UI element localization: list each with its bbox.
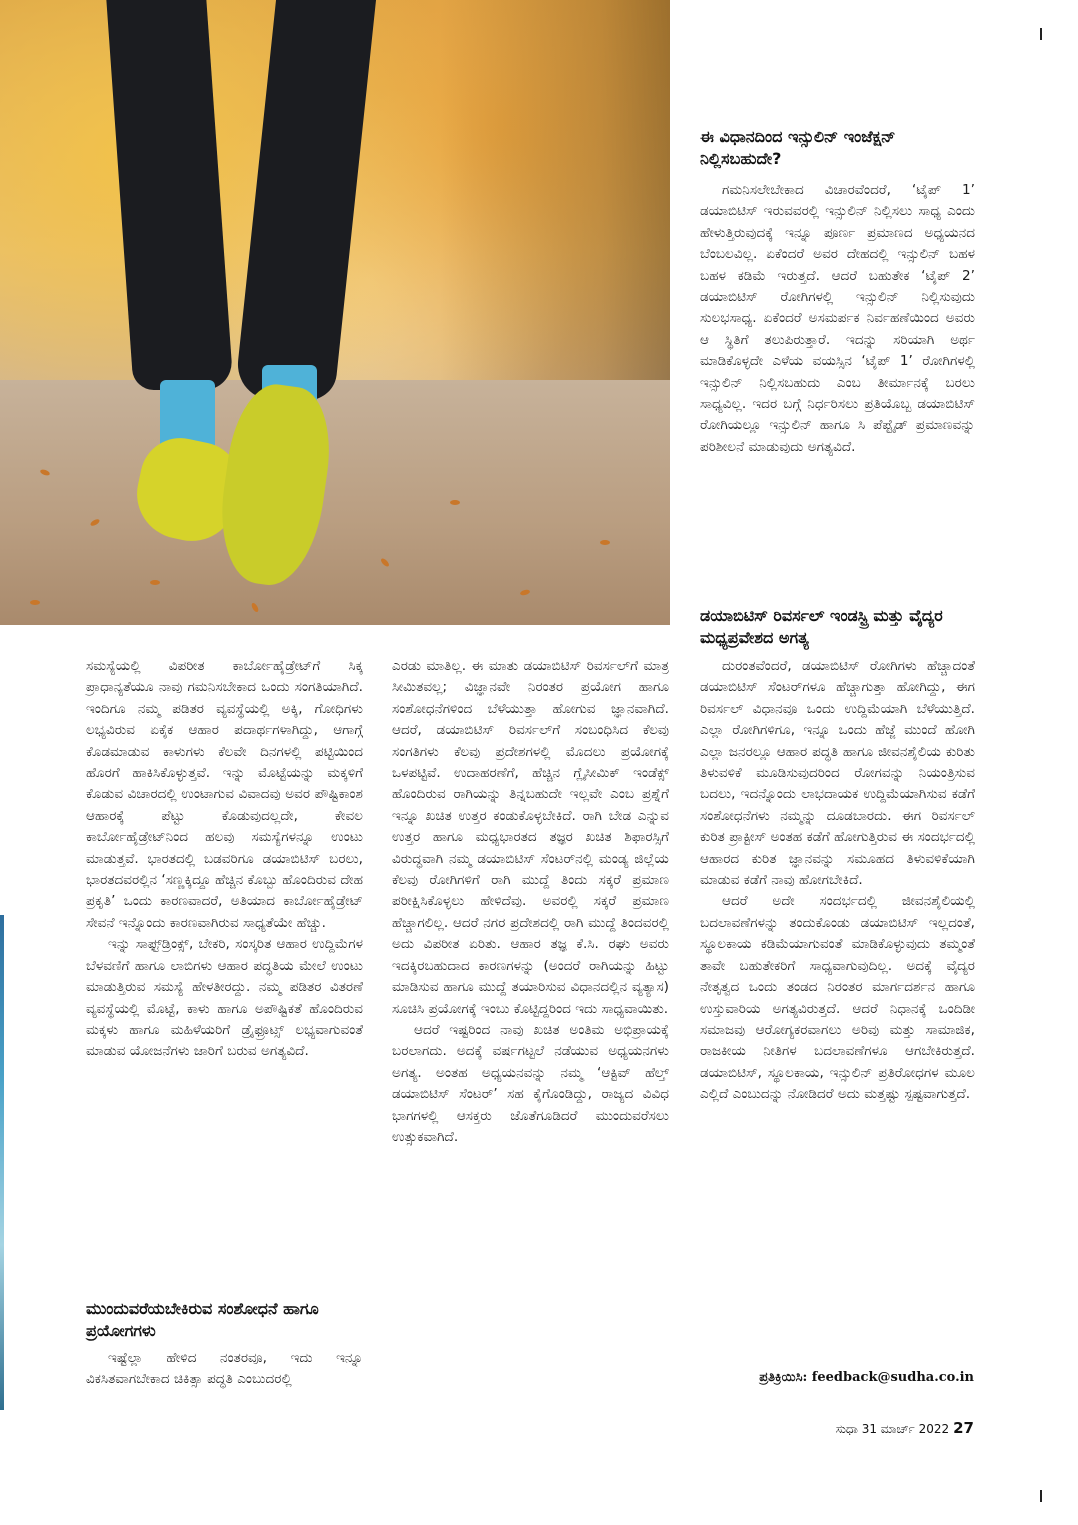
column-1-paragraph: ಇನ್ನು ಸಾಫ್ಟ್‌ಡ್ರಿಂಕ್ಸ್, ಬೇಕರಿ, ಸಂಸ್ಕರಿತ ಆಹಾರ ಉದ್ದಿಮೆಗಳ ಬೆಳವಣಿಗೆ ಹಾಗೂ ಲಾಬಿಗಳು ಆಹಾರ ಪದ್ಧತಿಯ ಮೇಲೆ ಉಂಟು ಮಾಡುತ್ತಿರುವ ಸಮಸ್ಯೆ ಹೇಳತೀರದ್ದು. ನಮ್ಮ ಪಡಿತರ ವಿತರಣೆ ವ್ಯವಸ್ಥೆಯಲ್ಲಿ ಮೊಟ್ಟೆ, ಕಾಳು ಹಾಗೂ ಅಪೌಷ್ಟಿಕತೆ ಹೊಂದಿರುವ ಮಕ್ಕಳು ಹಾಗೂ ಮಹಿಳೆಯರಿಗೆ ಡ್ರೈಫ್ರೂಟ್ಸ್ ಲಭ್ಯವಾಗುವಂತೆ ಮಾಡುವ ಯೋಜನೆಗಳು ಜಾರಿಗೆ ಬರುವ ಅಗತ್ಯವಿದೆ. (86, 936, 363, 1060)
column-3-block-1 (700, 180, 975, 458)
feedback-line: ಪ್ರತಿಕ್ರಿಯಿಸಿ: feedback@sudha.co.in (759, 1370, 974, 1385)
photo-trees (440, 0, 670, 420)
page-folio (836, 1419, 974, 1437)
column-3-paragraph: ಆದರೆ ಅದೇ ಸಂದರ್ಭದಲ್ಲಿ ಜೀವನಶೈಲಿಯಲ್ಲಿ ಬದಲಾವಣೆಗಳನ್ನು ತಂದುಕೊಂಡು ಡಯಾಬಿಟಿಸ್ ಇಲ್ಲದಂತೆ, ಸ್ಥೂಲಕಾಯ ಕಡಿಮೆಯಾಗುವಂತೆ ಮಾಡಿಕೊಳ್ಳುವುದು ತಮ್ಮಂತೆ ತಾವೇ ಬಹುತೇಕರಿಗೆ ಸಾಧ್ಯವಾಗುವುದಿಲ್ಲ. ಅದಕ್ಕೆ ವೈದ್ಯರ ನೇತೃತ್ವದ ಒಂದು ತಂಡದ ನಿರಂತರ ಮಾರ್ಗದರ್ಶನ ಹಾಗೂ ಉಸ್ತುವಾರಿಯ ಅಗತ್ಯವಿರುತ್ತದೆ. ಆದರೆ ನಿಧಾನಕ್ಕೆ ಒಂದಿಡೀ ಸಮಾಜವು ಆರೋಗ್ಯಕರವಾಗಲು ಅರಿವು ಮತ್ತು ಸಾಮಾಜಿಕ, ರಾಜಕೀಯ ನೀತಿಗಳ ಬದಲಾವಣೆಗಳೂ ಆಗಬೇಕಿರುತ್ತದೆ. ಡಯಾಬಿಟಿಸ್, ಸ್ಥೂಲಕಾಯ, ಇನ್ಸುಲಿನ್ ಪ್ರತಿರೋಧಗಳ ಮೂಲ ಎಲ್ಲಿದೆ ಎಂಬುದನ್ನು ನೋಡಿದರೆ ಅದು ಮತ್ತಷ್ಟು ಸ್ಪಷ್ಟವಾಗುತ್ತದೆ. (700, 893, 975, 1103)
leaf (30, 600, 40, 605)
photo-road (0, 380, 670, 625)
column-1-paragraph: ಇಷ್ಟೆಲ್ಲಾ ಹೇಳಿದ ನಂತರವೂ, ಇದು ಇನ್ನೂ ವಿಕಸಿತವಾಗಬೇಕಾದ ಚಿಕಿತ್ಸಾ ಪದ್ಧತಿ ಎಂಬುದರಲ್ಲಿ (86, 1350, 363, 1388)
column-3-block-2 (700, 656, 975, 1106)
section-heading-research: ಮುಂದುವರೆಯಬೇಕಿರುವ ಸಂಶೋಧನೆ ಹಾಗೂ ಪ್ರಯೋಗಗಳು (86, 1299, 319, 1340)
column-2-paragraph: ಆದರೆ ಇಷ್ಟರಿಂದ ನಾವು ಖಚಿತ ಅಂತಿಮ ಅಭಿಪ್ರಾಯಕ್ಕೆ ಬರಲಾಗದು. ಅದಕ್ಕೆ ವರ್ಷಗಟ್ಟಲೆ ನಡೆಯುವ ಅಧ್ಯಯನಗಳು ಅಗತ್ಯ. ಅಂತಹ ಅಧ್ಯಯನವನ್ನು ನಮ್ಮ ‘ಆಕ್ಟಿವ್ ಹೆಲ್ತ್ ಡಯಾಬಿಟಿಸ್ ಸೆಂಟರ್’ ಸಹ ಕೈಗೊಂಡಿದ್ದು, ರಾಜ್ಯದ ವಿವಿಧ ಭಾಗಗಳಲ್ಲಿ ಆಸಕ್ತರು ಜೊತೆಗೂಡಿದರೆ ಮುಂದುವರೆಸಲು ಉತ್ಸುಕವಾಗಿದೆ. (392, 1021, 669, 1145)
leaf (450, 500, 460, 505)
crop-mark (1040, 28, 1042, 40)
column-1-paragraph: ಸಮಸ್ಯೆಯಲ್ಲಿ ವಿಪರೀತ ಕಾರ್ಬೋಹೈಡ್ರೇಟ್‌ಗೆ ಸಿಕ್ಕ ಪ್ರಾಧಾನ್ಯತೆಯೂ ನಾವು ಗಮನಿಸಬೇಕಾದ ಒಂದು ಸಂಗತಿಯಾಗಿದೆ. ಇಂದಿಗೂ ನಮ್ಮ ಪಡಿತರ ವ್ಯವಸ್ಥೆಯಲ್ಲಿ ಅಕ್ಕಿ, ಗೋಧಿಗಳು ಲಭ್ಯವಿರುವ ಏಕೈಕ ಆಹಾರ ಪದಾರ್ಥಗಳಾಗಿದ್ದು, ಆಗಾಗ್ಗೆ ಕೊಡಮಾಡುವ ಕಾಳುಗಳು ಕೆಲವೇ ದಿನಗಳಲ್ಲಿ ಪಟ್ಟಿಯಿಂದ ಹೊರಗೆ ಹಾಕಿಸಿಕೊಳ್ಳುತ್ತವೆ. ಇನ್ನು ಮೊಟ್ಟೆಯನ್ನು ಮಕ್ಕಳಿಗೆ ಕೊಡುವ ವಿಚಾರದಲ್ಲಿ ಉಂಟಾಗುವ ವಿವಾದವು ಅವರ ಪೌಷ್ಟಿಕಾಂಶ ಆಹಾರಕ್ಕೆ ಪೆಟ್ಟು ಕೊಡುವುದಲ್ಲದೇ, ಕೇವಲ ಕಾರ್ಬೋಹೈಡ್ರೇಟ್‌ನಿಂದ ಹಲವು ಸಮಸ್ಯೆಗಳನ್ನೂ ಉಂಟು ಮಾಡುತ್ತವೆ. ಭಾರತದಲ್ಲಿ ಬಡವರಿಗೂ ಡಯಾಬಿಟಿಸ್ ಬರಲು, ಭಾರತದವರಲ್ಲಿನ ‘ಸಣ್ಣಕ್ಕಿದ್ದೂ ಹೆಚ್ಚಿನ ಕೊಬ್ಬು ಹೊಂದಿರುವ ದೇಹ ಪ್ರಕೃತಿ’ ಒಂದು ಕಾರಣವಾದರೆ, ಅತಿಯಾದ ಕಾರ್ಬೋಹೈಡ್ರೇಟ್ ಸೇವನೆ ಇನ್ನೊಂದು ಕಾರಣವಾಗಿರುವ ಸಾಧ್ಯತೆಯೇ ಹೆಚ್ಚು. (86, 658, 363, 931)
page-edge-strip (0, 915, 4, 1410)
leaf (600, 540, 610, 545)
column-3-paragraph: ಗಮನಿಸಲೇಬೇಕಾದ ವಿಚಾರವೆಂದರೆ, ‘ಟೈಪ್ 1’ ಡಯಾಬಿಟಿಸ್ ಇರುವವರಲ್ಲಿ ಇನ್ಸುಲಿನ್ ನಿಲ್ಲಿಸಲು ಸಾಧ್ಯ ಎಂದು ಹೇಳುತ್ತಿರುವುದಕ್ಕೆ ಇನ್ನೂ ಪೂರ್ಣ ಪ್ರಮಾಣದ ಅಧ್ಯಯನದ ಬೆಂಬಲವಿಲ್ಲ. ಏಕೆಂದರೆ ಅವರ ದೇಹದಲ್ಲಿ ಇನ್ಸುಲಿನ್ ಬಹಳ ಬಹಳ ಕಡಿಮೆ ಇರುತ್ತದೆ. ಆದರೆ ಬಹುತೇಕ ‘ಟೈಪ್ 2’ ಡಯಾಬಿಟಿಸ್ ರೋಗಿಗಳಲ್ಲಿ ಇನ್ಸುಲಿನ್ ನಿಲ್ಲಿಸುವುದು ಸುಲಭಸಾಧ್ಯ. ಏಕೆಂದರೆ ಅಸಮರ್ಪಕ ನಿರ್ವಹಣೆಯಿಂದ ಅವರು ಆ ಸ್ಥಿತಿಗೆ ತಲುಪಿರುತ್ತಾರೆ. ಇದನ್ನು ಸರಿಯಾಗಿ ಅರ್ಥ ಮಾಡಿಕೊಳ್ಳದೇ ಎಳೆಯ ವಯಸ್ಸಿನ ‘ಟೈಪ್ 1’ ರೋಗಿಗಳಲ್ಲಿ ಇನ್ಸುಲಿನ್ ನಿಲ್ಲಿಸಬಹುದು ಎಂಬ ತೀರ್ಮಾನಕ್ಕೆ ಬರಲು ಸಾಧ್ಯವಿಲ್ಲ. ಇದರ ಬಗ್ಗೆ ನಿರ್ಧರಿಸಲು ಪ್ರತಿಯೊಬ್ಬ ಡಯಾಬಿಟಿಸ್ ರೋಗಿಯಲ್ಲೂ ಇನ್ಸುಲಿನ್ ಹಾಗೂ ಸಿ ಪೆಪ್ಟೈಡ್ ಪ್ರಮಾಣವನ್ನು ಪರಿಶೀಲನೆ ಮಾಡುವುದು ಅಗತ್ಯವಿದೆ. (700, 182, 975, 455)
right-leg (234, 0, 376, 400)
section-heading-insulin: ಈ ವಿಧಾನದಿಂದ ಇನ್ಸುಲಿನ್ ಇಂಜೆಕ್ಷನ್ ನಿಲ್ಲಿಸಬಹುದೇ? (700, 127, 896, 168)
section-heading-industry: ಡಯಾಬಿಟಿಸ್ ರಿವರ್ಸಲ್ ಇಂಡಸ್ಟ್ರಿ ಮತ್ತು ವೈದ್ಯರ ಮಧ್ಯಪ್ರವೇಶದ ಅಗತ್ಯ (700, 606, 943, 647)
runner-photo (0, 0, 670, 625)
column-2-paragraph: ಎರಡು ಮಾತಿಲ್ಲ. ಈ ಮಾತು ಡಯಾಬಿಟಿಸ್ ರಿವರ್ಸಲ್‌ಗೆ ಮಾತ್ರ ಸೀಮಿತವಲ್ಲ; ವಿಜ್ಞಾನವೇ ನಿರಂತರ ಪ್ರಯೋಗ ಹಾಗೂ ಸಂಶೋಧನೆಗಳಿಂದ ಬೆಳೆಯುತ್ತಾ ಹೋಗುವ ಜ್ಞಾನವಾಗಿದೆ. ಆದರೆ, ಡಯಾಬಿಟಿಸ್ ರಿವರ್ಸಲ್‌ಗೆ ಸಂಬಂಧಿಸಿದ ಕೆಲವು ಸಂಗತಿಗಳು ಕೆಲವು ಪ್ರದೇಶಗಳಲ್ಲಿ ಮೊದಲು ಪ್ರಯೋಗಕ್ಕೆ ಒಳಪಟ್ಟಿವೆ. ಉದಾಹರಣೆಗೆ, ಹೆಚ್ಚಿನ ಗ್ಲೈಸೀಮಿಕ್ ಇಂಡೆಕ್ಸ್ ಹೊಂದಿರುವ ರಾಗಿಯನ್ನು ತಿನ್ನಬಹುದೇ ಇಲ್ಲವೇ ಎಂಬ ಪ್ರಶ್ನೆಗೆ ಇನ್ನೂ ಖಚಿತ ಉತ್ತರ ಕಂಡುಕೊಳ್ಳಬೇಕಿದೆ. ರಾಗಿ ಬೇಡ ಎನ್ನುವ ಉತ್ತರ ಹಾಗೂ ಮಧ್ಯಭಾರತದ ತಜ್ಞರ ಖಚಿತ ಶಿಫಾರಸ್ಸಿಗೆ ವಿರುದ್ಧವಾಗಿ ನಮ್ಮ ಡಯಾಬಿಟಿಸ್ ಸೆಂಟರ್‌ನಲ್ಲಿ ಮಂಡ್ಯ ಜಿಲ್ಲೆಯ ಕೆಲವು ರೋಗಿಗಳಿಗೆ ರಾಗಿ ಮುದ್ದೆ ತಿಂದು ಸಕ್ಕರೆ ಪ್ರಮಾಣ ಪರೀಕ್ಷಿಸಿಕೊಳ್ಳಲು ಹೇಳಿದೆವು. ಅವರಲ್ಲಿ ಸಕ್ಕರೆ ಪ್ರಮಾಣ ಹೆಚ್ಚಾಗಲಿಲ್ಲ. ಆದರೆ ನಗರ ಪ್ರದೇಶದಲ್ಲಿ ರಾಗಿ ಮುದ್ದೆ ತಿಂದವರಲ್ಲಿ ಅದು ವಿಪರೀತ ಏರಿತು. ಆಹಾರ ತಜ್ಞ ಕೆ.ಸಿ. ರಘು ಅವರು ಇದಕ್ಕಿರಬಹುದಾದ ಕಾರಣಗಳನ್ನು (ಅಂದರೆ ರಾಗಿಯನ್ನು ಹಿಟ್ಟು ಮಾಡಿಸುವ ಹಾಗೂ ಮುದ್ದೆ ತಯಾರಿಸುವ ವಿಧಾನದಲ್ಲಿನ ವ್ಯತ್ಯಾಸ) ಸೂಚಿಸಿ ಪ್ರಯೋಗಕ್ಕೆ ಇಂಬು ಕೊಟ್ಟಿದ್ದರಿಂದ ಇದು ಸಾಧ್ಯವಾಯಿತು. (392, 658, 669, 1017)
page-number: 27 (953, 1419, 974, 1437)
leaf (150, 580, 160, 585)
folio-label: ಸುಧಾ 31 ಮಾರ್ಚ್ 2022 (835, 1422, 950, 1436)
column-2 (392, 656, 669, 1148)
column-1 (86, 656, 363, 1063)
left-leg (106, 0, 233, 390)
column-3-paragraph: ದುರಂತವೆಂದರೆ, ಡಯಾಬಿಟಿಸ್ ರೋಗಿಗಳು ಹೆಚ್ಚಾದಂತೆ ಡಯಾಬಿಟಿಸ್ ಸೆಂಟರ್‌ಗಳೂ ಹೆಚ್ಚಾಗುತ್ತಾ ಹೋಗಿದ್ದು, ಈಗ ರಿವರ್ಸಲ್ ವಿಧಾನವೂ ಒಂದು ಉದ್ದಿಮೆಯಾಗಿ ಬೆಳೆಯುತ್ತಿದೆ. ಎಲ್ಲಾ ರೋಗಿಗಳಿಗೂ, ಇನ್ನೂ ಒಂದು ಹೆಜ್ಜೆ ಮುಂದೆ ಹೋಗಿ ಎಲ್ಲಾ ಜನರಲ್ಲೂ ಆಹಾರ ಪದ್ಧತಿ ಹಾಗೂ ಜೀವನಶೈಲಿಯ ಕುರಿತು ತಿಳುವಳಿಕೆ ಮೂಡಿಸುವುದರಿಂದ ರೋಗವನ್ನು ನಿಯಂತ್ರಿಸುವ ಬದಲು, ಇದನ್ನೊಂದು ಲಾಭದಾಯಕ ಉದ್ದಿಮೆಯಾಗಿಸುವ ಕಡೆಗೆ ಸಂಶೋಧನೆಗಳು ನಮ್ಮನ್ನು ದೂಡಬಾರದು. ಈಗ ರಿವರ್ಸಲ್ ಕುರಿತ ಪ್ರಾಕ್ಟೀಸ್ ಅಂತಹ ಕಡೆಗೆ ಹೋಗುತ್ತಿರುವ ಈ ಸಂದರ್ಭದಲ್ಲಿ ಆಹಾರದ ಕುರಿತ ಜ್ಞಾನವನ್ನು ಸಮೂಹದ ತಿಳುವಳಿಕೆಯಾಗಿ ಮಾಡುವ ಕಡೆಗೆ ನಾವು ಹೋಗಬೇಕಿದೆ. (700, 658, 975, 889)
crop-mark (1040, 1490, 1042, 1502)
column-1-continued (86, 1348, 363, 1391)
